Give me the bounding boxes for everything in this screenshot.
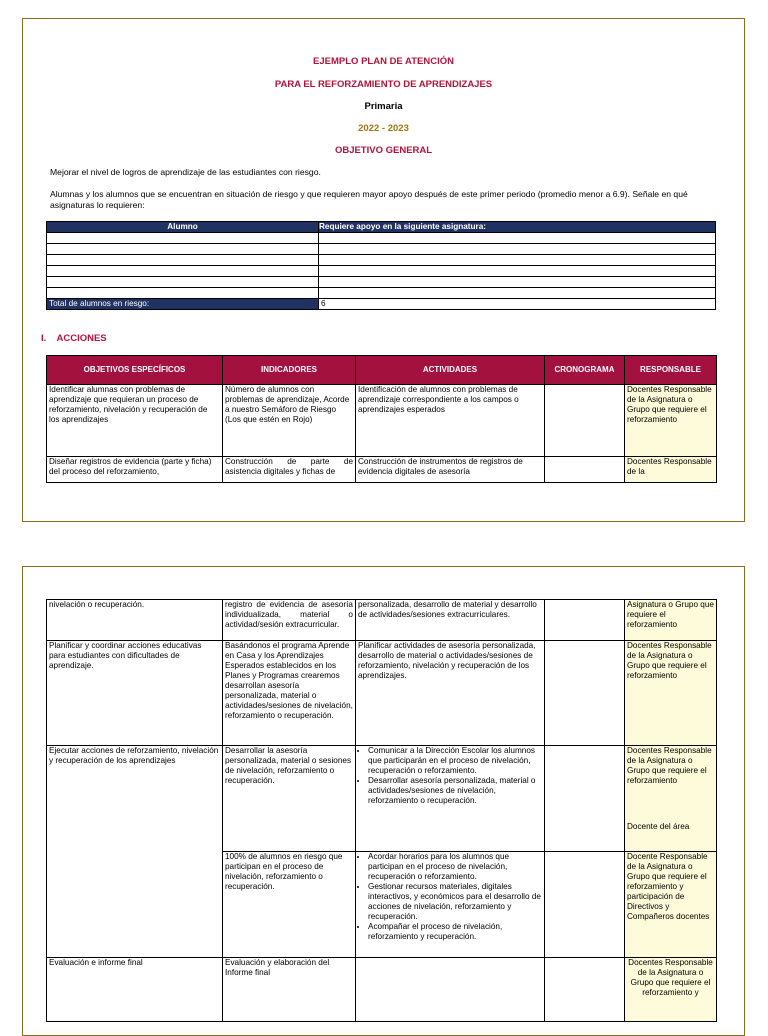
activity-cell: Identificación de alumnos con problemas de aprendizaje correspondiente a los campos o aprendizajes esperados xyxy=(356,385,545,457)
general-objective-heading: OBJETIVO GENERAL xyxy=(334,145,433,156)
total-label: Total de alumnos en riesgo: xyxy=(47,299,319,310)
list-item: • Gestionar recursos materiales, digitales interactivos, y económicos para el desarrollo de acciones de nivelación, reforzamiento y recuperación. xyxy=(368,882,542,922)
table-row xyxy=(47,244,716,255)
document-page-2 xyxy=(22,566,745,1036)
actions-table xyxy=(46,355,717,483)
list-item: • Desarrollar asesoría personalizada, material o actividades/sesiones de nivelación, reforzamiento o recuperación. xyxy=(368,776,542,806)
col-responsible: RESPONSABLE xyxy=(625,356,717,385)
table-row xyxy=(47,385,717,457)
indicator-cell: Número de alumnos con problemas de aprendizaje, Acorde a nuestro Semáforo de Riesgo (Los que estén en Rojo) xyxy=(223,385,356,457)
total-value: 6 xyxy=(319,299,716,310)
table-row xyxy=(47,641,717,746)
school-level: Primaria xyxy=(364,101,403,112)
responsible-cell: Docente Responsable de la Asignatura o Grupo que requiere el reforzamiento y participación de Directivos y Compañeros docentes xyxy=(625,852,717,958)
activity-cell: personalizada, desarrollo de material y desarrollo de actividades/sesiones extracurriculares. xyxy=(356,600,545,641)
actions-table-header xyxy=(47,356,717,385)
responsible-cell xyxy=(625,746,717,852)
objective-cell: Identificar alumnas con problemas de aprendizaje que requieran un proceso de reforzamiento, nivelación y recuperación de los aprendizajes xyxy=(47,385,223,457)
list-item: • Acordar horarios para los alumnos que participan en el proceso de nivelación, recuperación o reforzamiento. xyxy=(368,852,542,882)
table-row xyxy=(47,746,717,852)
plan-subtitle: PARA EL REFORZAMIENTO DE APRENDIZAJES xyxy=(274,79,493,90)
col-subject: Requiere apoyo en la siguiente asignatura: xyxy=(319,222,716,233)
students-table-header xyxy=(47,222,716,233)
indicator-cell: Evaluación y elaboración del Informe final xyxy=(223,958,356,1022)
col-activities: ACTIVIDADES xyxy=(356,356,545,385)
indicator-cell: Desarrollar la asesoría personalizada, material o sesiones de nivelación, reforzamiento o recuperación. xyxy=(223,746,356,852)
students-at-risk-table xyxy=(46,221,716,310)
responsible-cell: Asignatura o Grupo que requiere el reforzamiento xyxy=(625,600,717,641)
table-row xyxy=(47,958,717,1022)
col-objectives: OBJETIVOS ESPECÍFICOS xyxy=(47,356,223,385)
indicator-cell: Construcción de parte de asistencia digitales y fichas de xyxy=(223,457,356,483)
col-indicators: INDICADORES xyxy=(223,356,356,385)
objective-cell: Diseñar registros de evidencia (parte y ficha) del proceso del reforzamiento, xyxy=(47,457,223,483)
col-schedule: CRONOGRAMA xyxy=(545,356,625,385)
total-row xyxy=(47,299,716,310)
objective-cell: Evaluación e informe final xyxy=(47,958,223,1022)
indicator-cell: 100% de alumnos en riesgo que participan en el proceso de nivelación, reforzamiento o recuperación. xyxy=(223,852,356,958)
table-row xyxy=(47,288,716,299)
objective-cell: Planificar y coordinar acciones educativas para estudiantes con dificultades de aprendizaje. xyxy=(47,641,223,746)
table-row xyxy=(47,233,716,244)
activity-list xyxy=(358,852,542,942)
section-number: I. xyxy=(41,333,47,344)
table-row xyxy=(47,600,717,641)
actions-table-continued xyxy=(46,599,717,1022)
schedule-cell xyxy=(545,852,625,958)
schedule-cell xyxy=(545,958,625,1022)
table-row xyxy=(47,457,717,483)
table-row xyxy=(47,266,716,277)
school-year: 2022 - 2023 xyxy=(358,123,409,134)
section-title: ACCIONES xyxy=(56,333,107,344)
table-row xyxy=(47,277,716,288)
objective-cell: nivelación o recuperación. xyxy=(47,600,223,641)
schedule-cell xyxy=(545,746,625,852)
col-student: Alumno xyxy=(47,222,319,233)
plan-title: EJEMPLO PLAN DE ATENCIÓN xyxy=(313,56,454,67)
responsible-cell: Docentes Responsable de la Asignatura o Grupo que requiere el reforzamiento y xyxy=(625,958,717,1022)
responsible-area: Docente del área xyxy=(627,822,690,831)
activity-cell xyxy=(356,958,545,1022)
list-item: • Acompañar el proceso de nivelación, reforzamiento y recuperación. xyxy=(368,922,542,942)
list-item: • Comunicar a la Dirección Escolar los alumnos que participarán en el proceso de nivelación, recuperación o reforzamiento. xyxy=(368,746,542,776)
schedule-cell xyxy=(545,600,625,641)
schedule-cell xyxy=(545,641,625,746)
responsible-cell: Docentes Responsable de la Asignatura o Grupo que requiere el reforzamiento xyxy=(625,641,717,746)
schedule-cell xyxy=(545,385,625,457)
responsible-cell: Docentes Responsable de la Asignatura o Grupo que requiere el reforzamiento xyxy=(625,385,717,457)
objective-cell: Ejecutar acciones de reforzamiento, nivelación y recuperación de los aprendizajes xyxy=(47,746,223,958)
activity-cell: Construcción de instrumentos de registros de evidencia digitales de asesoría xyxy=(356,457,545,483)
activity-cell xyxy=(356,746,545,852)
section-heading xyxy=(41,333,107,344)
activity-cell xyxy=(356,852,545,958)
indicator-cell: Basándonos el programa Aprende en Casa y los Aprendizajes Esperados establecidos en los Planes y Programas crearemos desarrollan asesoría personalizada, material o actividades/sesiones de nivelación, reforzamiento o recuperación. xyxy=(223,641,356,746)
responsible-cell: Docentes Responsable de la xyxy=(625,457,717,483)
activity-cell: Planificar actividades de asesoría personalizada, desarrollo de material o actividades/sesiones de reforzamiento, nivelación y recuperación de los aprendizajes. xyxy=(356,641,545,746)
activity-list xyxy=(358,746,542,806)
indicator-cell: registro de evidencia de asesoría individualizada, material o actividad/sesión extracurricular. xyxy=(223,600,356,641)
schedule-cell xyxy=(545,457,625,483)
general-objective-text: Mejorar el nivel de logros de aprendizaje de las estudiantes con riesgo. xyxy=(50,167,321,177)
responsible-text: Docentes Responsable de la Asignatura o Grupo que requiere el reforzamiento xyxy=(627,746,712,785)
table-row xyxy=(47,255,716,266)
document-page-1 xyxy=(22,18,745,522)
students-instructions: Alumnas y los alumnos que se encuentran en situación de riesgo y que requieren mayor apoyo después de este primer periodo (promedio menor a 6.9). Señale en qué asignaturas lo requieren: xyxy=(50,189,688,210)
